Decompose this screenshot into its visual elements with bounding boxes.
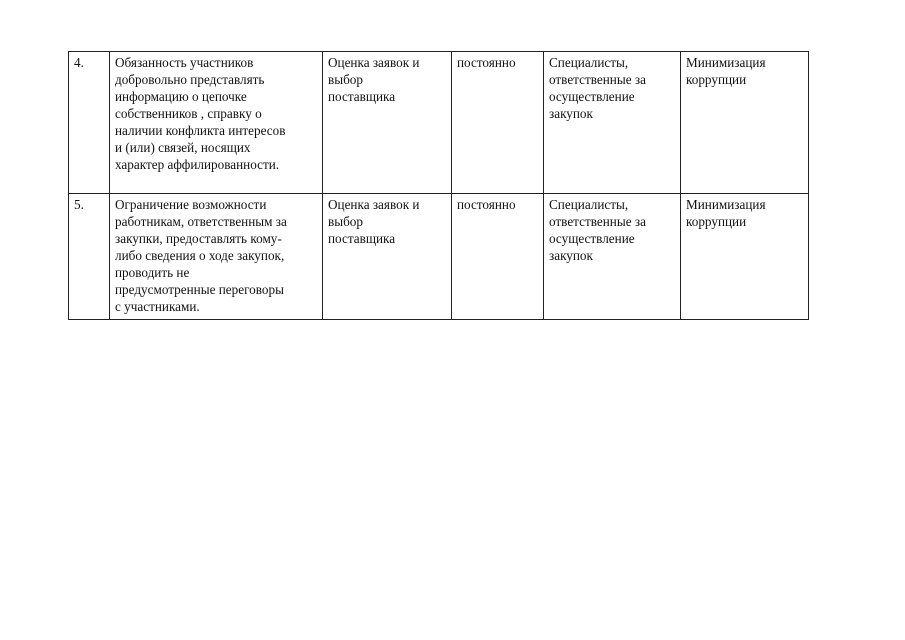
procurement-stage: Оценка заявок и выбор поставщика <box>328 197 420 246</box>
implementation-period: постоянно <box>457 197 516 212</box>
procurement-stage: Оценка заявок и выбор поставщика <box>328 55 420 104</box>
responsible-persons: Специалисты, ответственные за осуществление закупок <box>549 197 646 263</box>
stage-cell <box>323 52 452 194</box>
table-row <box>69 194 809 320</box>
expected-result: Минимизация коррупции <box>686 197 766 229</box>
row-number-cell <box>69 52 110 194</box>
result-cell <box>681 52 809 194</box>
stage-cell <box>323 194 452 320</box>
row-number: 4. <box>74 55 84 70</box>
row-number-cell <box>69 194 110 320</box>
responsible-persons: Специалисты, ответственные за осуществление закупок <box>549 55 646 121</box>
measure-description: Ограничение возможности работникам, ответственным за закупки, предоставлять кому- либо сведения о ходе закупок, проводить не предусмотренные переговоры с участниками. <box>115 197 287 314</box>
implementation-period: постоянно <box>457 55 516 70</box>
description-cell <box>110 52 323 194</box>
row-number: 5. <box>74 197 84 212</box>
period-cell <box>452 194 544 320</box>
result-cell <box>681 194 809 320</box>
measures-table <box>68 51 809 320</box>
description-cell <box>110 194 323 320</box>
table-row <box>69 52 809 194</box>
responsible-cell <box>544 194 681 320</box>
responsible-cell <box>544 52 681 194</box>
measure-description: Обязанность участников добровольно представлять информацию о цепочке собственников , справку о наличии конфликта интересов и (или) связей, носящих характер аффилированности. <box>115 55 286 172</box>
period-cell <box>452 52 544 194</box>
expected-result: Минимизация коррупции <box>686 55 766 87</box>
